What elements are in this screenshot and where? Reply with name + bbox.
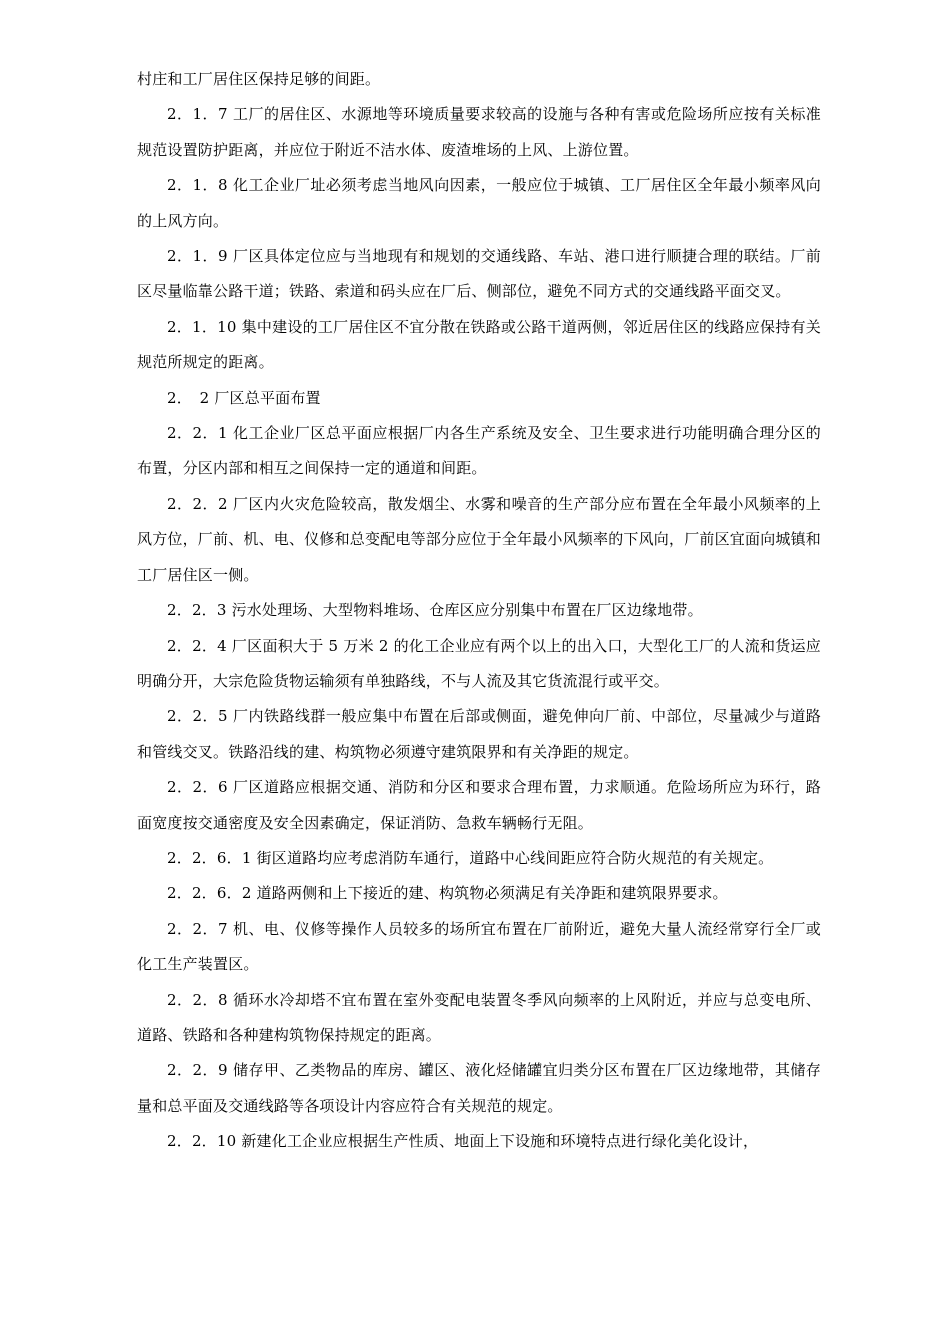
paragraph: 2．2．6．2 道路两侧和上下接近的建、构筑物必须满足有关净距和建筑限界要求。 bbox=[167, 884, 728, 903]
paragraph: 2．2．2 厂区内火灾危险较高，散发烟尘、水雾和噪音的生产部分应布置在全年最小风频率的上风方位，厂前、机、电、仪修和总变配电等部分应位于全年最小风频率的下风向，厂前区宜面向城镇和工厂居住区一侧。 bbox=[137, 494, 822, 584]
section-heading: 2． 2 厂区总平面布置 bbox=[167, 388, 321, 407]
paragraph: 2．2．6 厂区道路应根据交通、消防和分区和要求合理布置，力求顺通。危险场所应为环行，路面宽度按交通密度及安全因素确定，保证消防、急救车辆畅行无阻。 bbox=[137, 778, 821, 832]
paragraph: 2．2．7 机、电、仪修等操作人员较多的场所宜布置在厂前附近，避免大量人流经常穿行全厂或化工生产装置区。 bbox=[137, 919, 821, 974]
paragraph: 村庄和工厂居住区保持足够的间距。 bbox=[137, 70, 381, 88]
paragraph: 2．2．10 新建化工企业应根据生产性质、地面上下设施和环境特点进行绿化美化设计， bbox=[167, 1132, 759, 1151]
document-body bbox=[137, 62, 821, 1160]
paragraph: 2．2．4 厂区面积大于 5 万米 2 的化工企业应有两个以上的出入口，大型化工厂的人流和货运应明确分开，大宗危险货物运输须有单独路线，不与人流及其它货流混行或平交。 bbox=[137, 636, 821, 690]
paragraph: 2．1．10 集中建设的工厂居住区不宜分散在铁路或公路干道两侧，邻近居住区的线路应保持有关规范所规定的距离。 bbox=[137, 317, 821, 372]
paragraph: 2．2．5 厂内铁路线群一般应集中布置在后部或侧面，避免伸向厂前、中部位，尽量减少与道路和管线交叉。铁路沿线的建、构筑物必须遵守建筑限界和有关净距的规定。 bbox=[137, 707, 821, 761]
paragraph: 2．2．1 化工企业厂区总平面应根据厂内各生产系统及安全、卫生要求进行功能明确合理分区的布置，分区内部和相互之间保持一定的通道和间距。 bbox=[137, 424, 821, 478]
paragraph: 2．2．8 循环水冷却塔不宜布置在室外变配电装置冬季风向频率的上风附近，并应与总变电所、道路、铁路和各种建构筑物保持规定的距离。 bbox=[137, 990, 821, 1044]
paragraph: 2．1．8 化工企业厂址必须考虑当地风向因素，一般应位于城镇、工厂居住区全年最小频率风向的上风方向。 bbox=[137, 176, 821, 230]
paragraph: 2．1．7 工厂的居住区、水源地等环境质量要求较高的设施与各种有害或危险场所应按有关标准规范设置防护距离，并应位于附近不洁水体、废渣堆场的上风、上游位置。 bbox=[137, 105, 821, 159]
paragraph: 2．2．6．1 街区道路均应考虑消防车通行，道路中心线间距应符合防火规范的有关规定。 bbox=[167, 848, 774, 867]
paragraph: 2．2．9 储存甲、乙类物品的库房、罐区、液化烃储罐宜归类分区布置在厂区边缘地带，其储存量和总平面及交通线路等各项设计内容应符合有关规范的规定。 bbox=[137, 1061, 821, 1115]
paragraph: 2．1．9 厂区具体定位应与当地现有和规划的交通线路、车站、港口进行顺捷合理的联结。厂前区尽量临靠公路干道；铁路、索道和码头应在厂后、侧部位，避免不同方式的交通线路平面交叉。 bbox=[137, 247, 821, 301]
paragraph: 2．2．3 污水处理场、大型物料堆场、仓库区应分别集中布置在厂区边缘地带。 bbox=[167, 601, 703, 620]
